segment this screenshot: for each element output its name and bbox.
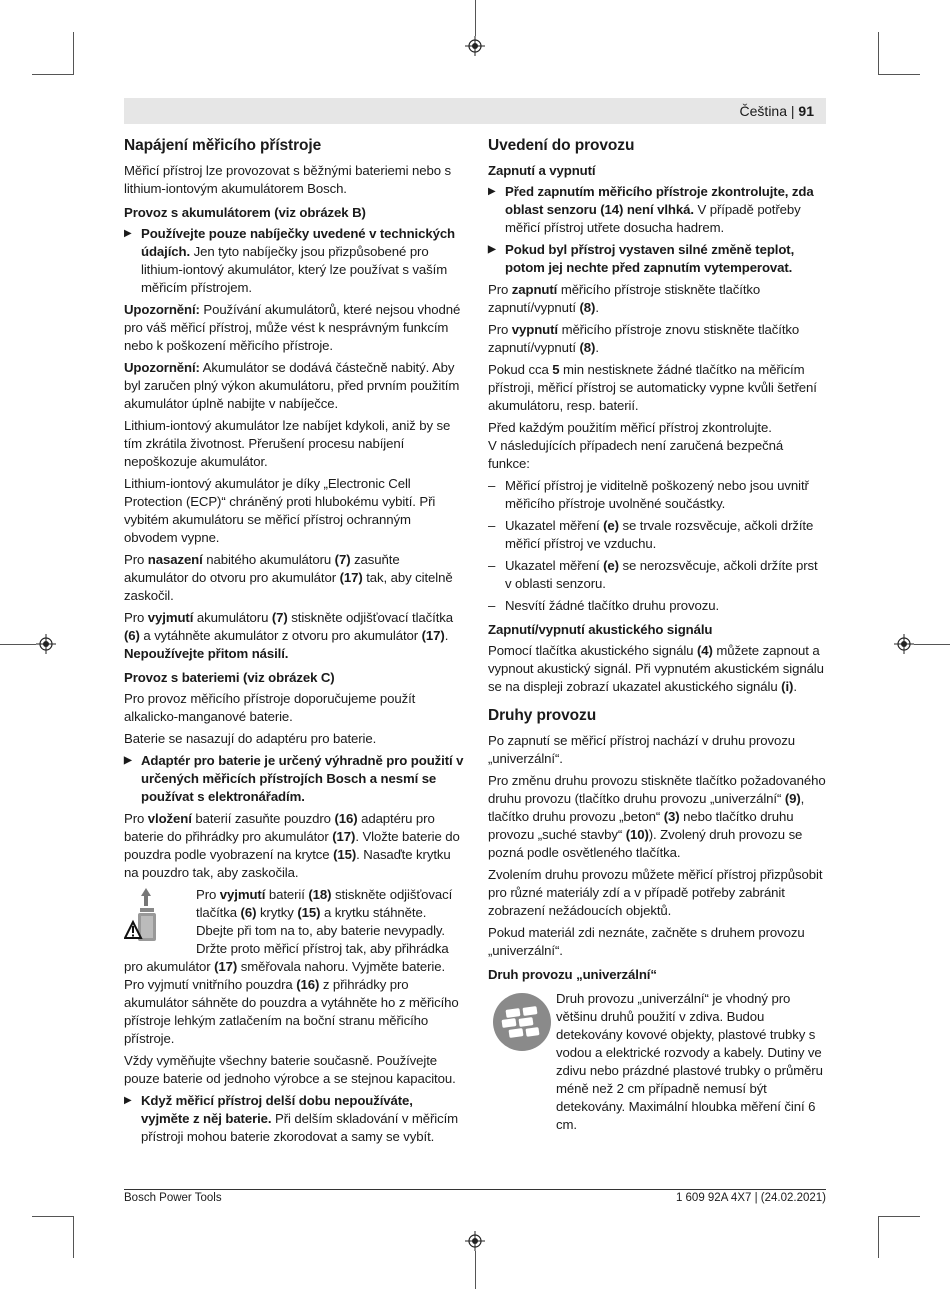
paragraph: Pro nasazení nabitého akumulátoru (7) zasuňte akumulátor do otvoru pro akumulátor (17) tak, aby citelně zaskočil. bbox=[124, 552, 453, 603]
paragraph: Pomocí tlačítka akustického signálu (4) můžete zapnout a vypnout akustický signál. Při vypnutém akustickém signálu se na displeji zobrazí ukazatel akustického signálu (i). bbox=[488, 643, 824, 694]
registration-mark-icon bbox=[894, 634, 914, 654]
warning-bullet: ▶ Používejte pouze nabíječky uvedené v technických údajích. Jen tyto nabíječky jsou přizpůsobené pro lithium-iontový akumulátor, který lze používat s vaším měřicím přístrojem. bbox=[124, 225, 464, 297]
battery-removal-block: Pro vyjmutí baterií (18) stiskněte odjišťovací tlačítka (6) krytky (15) a krytku stáhněte. Dbejte při tom na to, aby baterie nevypadly. Držte proto měřicí přístroj tak, aby přihrádka pro akumulátor (17) směřovala nahoru. Vyjměte baterie. Pro vyjmutí vnitřního pouzdra (16) z přihrádky pro akumulátor sáhněte do pouzdra a vytáhněte ho z měřicího přístroje lehkým zatlačením na boční stranu měřicího přístroje. bbox=[124, 887, 459, 1046]
paragraph: Vždy vyměňujte všechny baterie současně. Používejte pouze baterie od jednoho výrobce a se stejnou kapacitou. bbox=[124, 1053, 456, 1086]
crop-mark bbox=[878, 74, 920, 75]
paragraph: Zvolením druhu provozu můžete měřicí přístroj přizpůsobit pro různé materiály zdí a v případě potřeby zabránit zobrazení nežádoucích objektů. bbox=[488, 867, 823, 918]
paragraph: Pro změnu druhu provozu stiskněte tlačítko požadovaného druhu provozu (tlačítko druhu provozu „univerzální“ (9), tlačítko druhu provozu „beton“ (3) nebo tlačítko druhu provozu „suché stavby“ (10)). Zvolený druh provozu se pozná podle osvětleného tlačítka. bbox=[488, 773, 826, 860]
battery-warning-icon bbox=[124, 886, 170, 944]
section-heading: Druhy provozu bbox=[488, 707, 597, 724]
brick-wall-icon bbox=[492, 992, 552, 1052]
list-item: – Ukazatel měření (e) se nerozsvěcuje, ačkoli držíte prst v oblasti senzoru. bbox=[488, 557, 826, 593]
crop-mark bbox=[878, 32, 879, 74]
paragraph: Pro vypnutí měřicího přístroje znovu stiskněte tlačítko zapnutí/vypnutí (8). bbox=[488, 322, 800, 355]
paragraph: Pro vyjmutí akumulátoru (7) stiskněte odjišťovací tlačítka (6) a vytáhněte akumulátor z otvoru pro akumulátor (17). Nepoužívejte přitom násilí. bbox=[124, 610, 454, 661]
paragraph: Měřicí přístroj lze provozovat s běžnými bateriemi nebo s lithium-iontovým akumulátorem Bosch. bbox=[124, 163, 452, 196]
paragraph: Před každým použitím měřicí přístroj zkontrolujte. bbox=[488, 420, 772, 435]
footer-left: Bosch Power Tools bbox=[124, 1192, 222, 1204]
registration-mark-icon bbox=[36, 634, 56, 654]
note: Upozornění: Akumulátor se dodává částečně nabitý. Aby byl zaručen plný výkon akumulátoru, před prvním použitím akumulátor úplně nabijte v nabíječce. bbox=[124, 360, 460, 411]
paragraph: V následujících případech není zaručená bezpečná funkce: bbox=[488, 438, 784, 471]
paragraph: Lithium-iontový akumulátor lze nabíjet kdykoli, aniž by se tím zkrátila životnost. Přerušení procesu nabíjení nepoškozuje akumulátor. bbox=[124, 418, 451, 469]
crop-mark bbox=[475, 1251, 476, 1289]
warning-bullet: ▶ Když měřicí přístroj delší dobu nepoužíváte, vyjměte z něj baterie. Při delším skladování v měřicím přístroji mohou baterie zkorodovat a samy se vybít. bbox=[124, 1092, 464, 1146]
warning-bullet: ▶ Pokud byl přístroj vystaven silné změně teplot, potom jej nechte před zapnutím vytemperovat. bbox=[488, 241, 826, 277]
paragraph: Pro provoz měřicího přístroje doporučujeme použít alkalicko-manganové baterie. bbox=[124, 691, 416, 724]
page-header: Čeština | 91 bbox=[739, 103, 814, 119]
registration-mark-icon bbox=[465, 36, 485, 56]
list-item: – Ukazatel měření (e) se trvale rozsvěcuje, ačkoli držíte měřicí přístroj ve vzduchu. bbox=[488, 517, 826, 553]
footer-rule bbox=[124, 1189, 826, 1190]
warning-bullet: ▶ Před zapnutím měřicího přístroje zkontrolujte, zda oblast senzoru (14) není vlhká. V případě potřeby měřicí přístroj utřete dosucha hadrem. bbox=[488, 183, 826, 237]
crop-mark bbox=[32, 1216, 74, 1217]
crop-mark bbox=[73, 1216, 74, 1258]
crop-mark bbox=[73, 32, 74, 74]
paragraph: Lithium-iontový akumulátor je díky „Electronic Cell Protection (ECP)“ chráněný proti hlubokému vybití. Při vybitém akumulátoru se měřicí přístroj ochranným obvodem vypne. bbox=[124, 476, 436, 545]
subheading: Druh provozu „univerzální“ bbox=[488, 967, 657, 982]
crop-mark bbox=[878, 1216, 920, 1217]
paragraph: Po zapnutí se měřicí přístroj nachází v druhu provozu „univerzální“. bbox=[488, 733, 795, 766]
list-item: – Nesvítí žádné tlačítko druhu provozu. bbox=[488, 597, 826, 615]
warning-bullet: ▶ Adaptér pro baterie je určený výhradně pro použití v určených měřicích přístrojích Bosch a nesmí se používat s elektronářadím. bbox=[124, 752, 464, 806]
header-language: Čeština bbox=[739, 103, 787, 119]
page-number: 91 bbox=[798, 103, 814, 119]
right-column bbox=[488, 136, 826, 1138]
header-bar bbox=[124, 98, 826, 124]
crop-mark bbox=[878, 1216, 879, 1258]
paragraph: Pokud cca 5 min nestisknete žádné tlačítko na měřicím přístroji, měřicí přístroj se automaticky vypne kvůli šetření akumulátoru, resp. baterií. bbox=[488, 362, 817, 413]
crop-mark bbox=[32, 74, 74, 75]
paragraph: Baterie se nasazují do adaptéru pro baterie. bbox=[124, 731, 377, 746]
paragraph: Pokud materiál zdi neznáte, začněte s druhem provozu „univerzální“. bbox=[488, 925, 805, 958]
list-item: – Měřicí přístroj je viditelně poškozený nebo jsou uvnitř měřicího přístroje uvolněné součástky. bbox=[488, 477, 826, 513]
crop-mark bbox=[0, 644, 36, 645]
crop-mark bbox=[914, 644, 950, 645]
footer-right: 1 609 92A 4X7 | (24.02.2021) bbox=[675, 1192, 826, 1204]
section-heading: Uvedení do provozu bbox=[488, 137, 635, 154]
subheading: Zapnutí a vypnutí bbox=[488, 163, 596, 178]
crop-mark bbox=[475, 0, 476, 36]
subheading: Provoz s bateriemi (viz obrázek C) bbox=[124, 670, 335, 685]
subheading: Provoz s akumulátorem (viz obrázek B) bbox=[124, 205, 366, 220]
section-heading: Napájení měřicího přístroje bbox=[124, 137, 322, 154]
universal-mode-block bbox=[488, 990, 826, 1134]
left-column bbox=[124, 136, 464, 1150]
paragraph: Pro zapnutí měřicího přístroje stiskněte tlačítko zapnutí/vypnutí (8). bbox=[488, 282, 761, 315]
note: Upozornění: Používání akumulátorů, které nejsou vhodné pro váš měřicí přístroj, může vést k nesprávným funkcím nebo k poškození měřicího přístroje. bbox=[124, 302, 461, 353]
paragraph: Pro vložení baterií zasuňte pouzdro (16) adaptéru pro baterie do přihrádky pro akumulátor (17). Vložte baterie do pouzdra podle vyobrazení na krytce (15). Nasaďte krytku na pouzdro tak, aby zaskočila. bbox=[124, 811, 460, 880]
paragraph: Druh provozu „univerzální“ je vhodný pro většinu druhů použití v zdiva. Budou detekovány kovové objekty, plastové trubky s vodou a elektrické rozvody a kabely. Dutiny ve zdivu nebo prázdné plastové trubky o průměru méně než 2 cm případně nemusí být detekovány. Maximální hloubka měření činí 6 cm. bbox=[556, 991, 823, 1132]
subheading: Zapnutí/vypnutí akustického signálu bbox=[488, 622, 713, 637]
registration-mark-icon bbox=[465, 1231, 485, 1251]
